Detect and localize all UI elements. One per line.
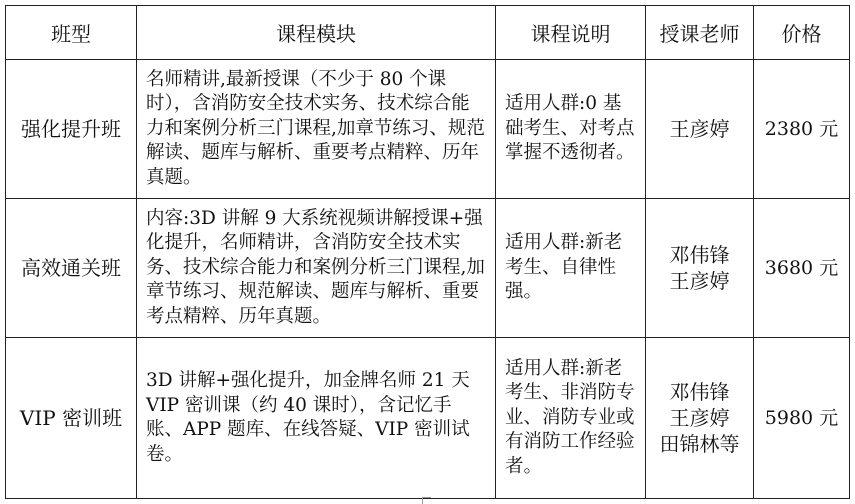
course-description-cell: 适用人群:新老考生、非消防专业、消防专业或有消防工作经验者。	[496, 338, 646, 499]
course-table	[5, 5, 850, 499]
teacher-name: 王彦婷	[669, 269, 730, 293]
table-row	[6, 60, 850, 199]
teacher-cell	[646, 60, 754, 199]
teacher-name: 王彦婷	[669, 117, 730, 141]
class-type-cell: 强化提升班	[6, 60, 137, 199]
teacher-cell	[646, 338, 754, 499]
price-cell: 3680 元	[754, 199, 850, 338]
header-teacher: 授课老师	[646, 6, 754, 60]
teacher-name: 田锦林等	[659, 432, 740, 456]
course-module-cell: 内容:3D 讲解 9 大系统视频讲解授课+强化提升，名师精讲，含消防安全技术实务、技术综合能力和案例分析三门课程,加章节练习、规范解读、题库与解析、重要考点精粹、历年真题。	[137, 199, 496, 338]
course-module-cell: 名师精讲,最新授课（不少于 80 个课时），含消防安全技术实务、技术综合能力和案例分析三门课程,加章节练习、规范解读、题库与解析、重要考点精粹、历年真题。	[137, 60, 496, 199]
class-type-cell: 高效通关班	[6, 199, 137, 338]
table-row	[6, 338, 850, 499]
table-row	[6, 199, 850, 338]
course-description-cell: 适用人群:新老考生、自律性强。	[496, 199, 646, 338]
course-module-cell: 3D 讲解+强化提升，加金牌名师 21 天 VIP 密训课（约 40 课时），含记忆手账、APP 题库、在线答疑、VIP 密训试卷。	[137, 338, 496, 499]
teacher-name: 邓伟锋	[669, 243, 730, 267]
course-description-cell: 适用人群:0 基础考生、对考点掌握不透彻者。	[496, 60, 646, 199]
teacher-name: 邓伟锋	[669, 380, 730, 404]
header-course-module: 课程模块	[137, 6, 496, 60]
teacher-name: 王彦婷	[669, 406, 730, 430]
price-cell: 5980 元	[754, 338, 850, 499]
header-course-description: 课程说明	[496, 6, 646, 60]
class-type-cell: VIP 密训班	[6, 338, 137, 499]
teacher-cell	[646, 199, 754, 338]
header-row	[6, 6, 850, 60]
price-cell: 2380 元	[754, 60, 850, 199]
header-class-type: 班型	[6, 6, 137, 60]
header-price: 价格	[754, 6, 850, 60]
